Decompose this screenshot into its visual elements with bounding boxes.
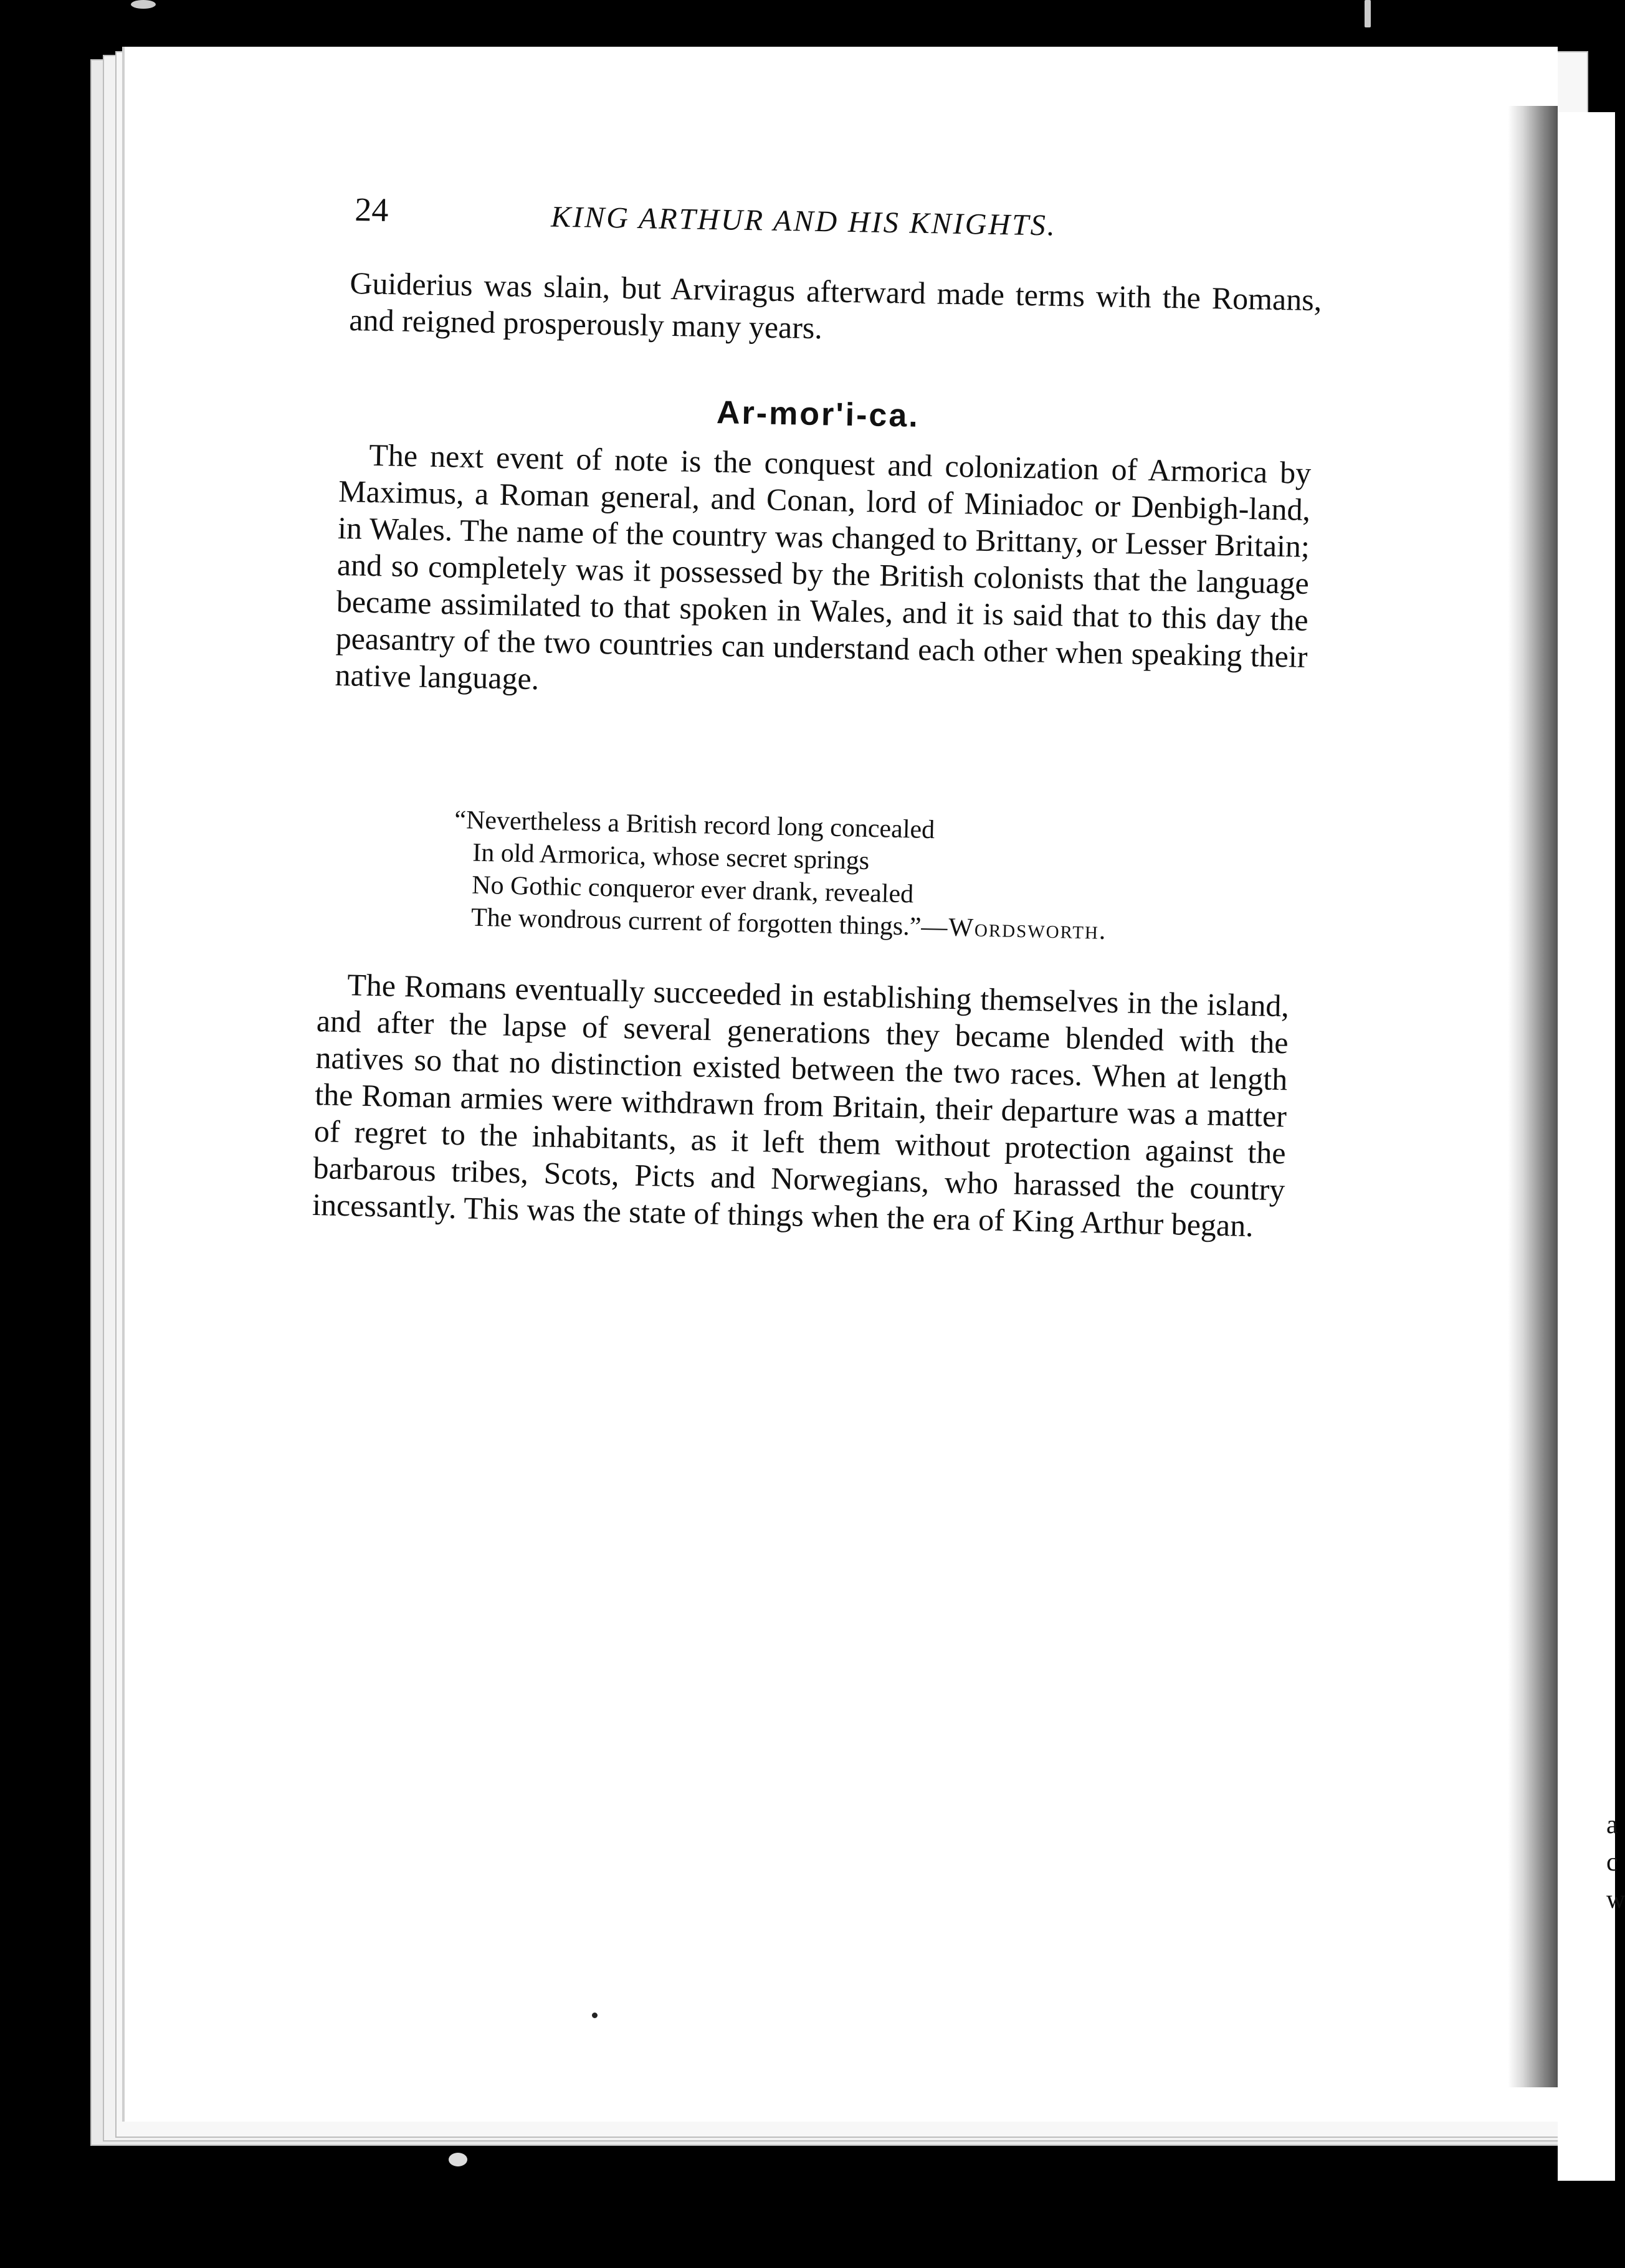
facing-page-letter: c: [1606, 1848, 1618, 1877]
scan-artifact: [1365, 0, 1371, 27]
poem-quotation: [452, 804, 1252, 950]
scan-artifact: [131, 0, 156, 9]
book-gutter-shadow: [1508, 106, 1558, 2087]
closing-paragraph-block: [312, 966, 1290, 1245]
poem-line-text: The wondrous current of forgotten things.”: [470, 903, 922, 941]
poem-line: In old Armorica, whose secret springs: [472, 838, 870, 875]
poem-line: No Gothic conqueror ever drank, revealed: [471, 870, 914, 909]
poem-attribution: —Wordsworth.: [920, 912, 1107, 945]
page-number: 24: [354, 190, 389, 229]
facing-page-letter: a: [1606, 1811, 1618, 1839]
armorica-paragraph: The next event of note is the conquest and colonization of Armorica by Maximus, a Roman general, and Conan, lord of Miniadoc or Denbigh-land, in Wales. The name of the country was changed to Brittany, or Lesser Britain; and so completely was it possessed by the British colonists that the language became assimilated to that spoken in Wales, and it is said that to this day the peasantry of the two countries can understand each other when speaking their native language.: [335, 437, 1312, 697]
facing-page-letter: w: [1606, 1885, 1625, 1914]
scan-artifact: [449, 2153, 467, 2166]
ink-speck: [592, 2013, 598, 2018]
closing-paragraph: The Romans eventually succeeded in establishing themselves in the island, and after the lapse of several generations they became blended with the natives so that no distinction existed between the two races. When at length the Roman armies were withdrawn from Britain, their departure was a matter of regret to the inhabitants, as it left them without protection against the barbarous tribes, Scots, Picts and Norwegians, who harassed the country incessantly. This was the state of things when the era of King Arthur began.: [312, 967, 1290, 1244]
poem-line: “Nevertheless a British record long concealed: [454, 805, 935, 845]
armorica-paragraph-block: [335, 436, 1312, 712]
section-heading: Ar-mor'i-ca.: [716, 394, 920, 434]
opening-paragraph: Guiderius was slain, but Arviragus afterward made terms with the Romans, and reigned prosperously many years.: [348, 265, 1322, 346]
book-title: KING ARTHUR AND HIS KNIGHTS.: [550, 200, 1057, 242]
